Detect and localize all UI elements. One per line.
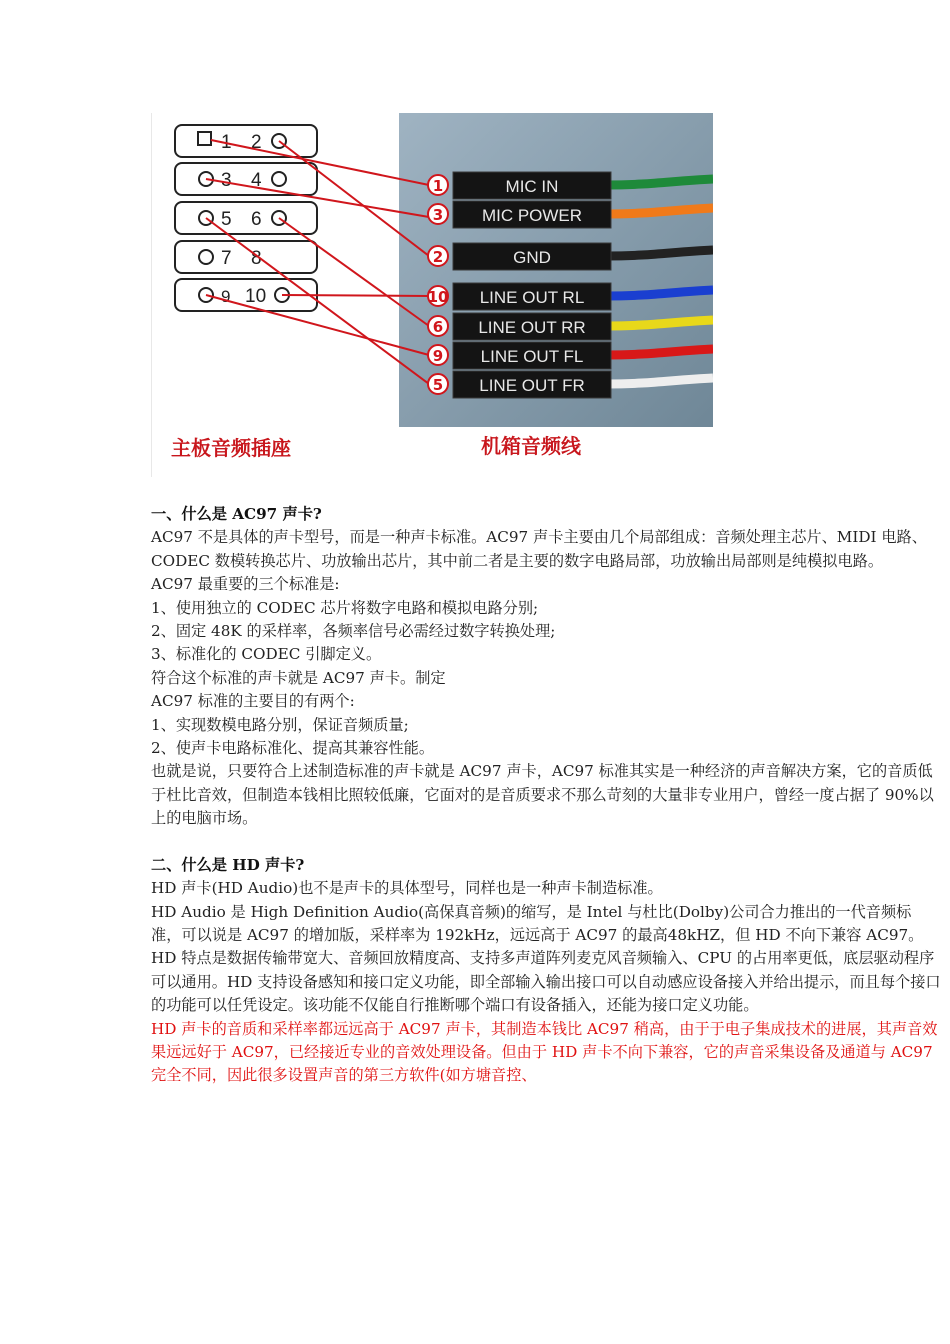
cable-marker-number: 6 [432, 318, 444, 336]
cable-label: LINE OUT FR [479, 376, 585, 395]
pin-label: 9 [221, 287, 231, 306]
cable-marker-number: 1 [432, 177, 444, 195]
list-item: 2、固定 48K 的采样率，各频率信号必需经过数字转换处理; [151, 622, 556, 641]
cable-label: MIC POWER [481, 206, 583, 225]
paragraph: 也就是说，只要符合上述制造标准的声卡就是 AC97 声卡，AC97 标准其实是一种经济的声音解决方案，它的音质低于杜比音效，但制造本钱相比照较低廉，它面对的是音质要求不那么苛刻的大量非专业用户，曾经一度占据了 90%以上的电脑市场。 [151, 762, 934, 828]
pin-label: 6 [251, 209, 262, 230]
article-body [151, 503, 941, 1088]
cable-marker-number: 9 [432, 347, 444, 365]
header-pin-row-1 [175, 125, 317, 157]
list-item: 1、使用独立的 CODEC 芯片将数字电路和模拟电路分别; [151, 598, 539, 617]
section-heading: 一、什么是 AC97 声卡? [151, 505, 322, 523]
figure-caption-left: 主板音频插座 [171, 436, 291, 460]
pin-label: 10 [245, 286, 267, 307]
paragraph: AC97 不是具体的声卡型号，而是一种声卡标准。AC97 声卡主要由几个局部组成：音频处理主芯片、MIDI 电路、CODEC 数模转换芯片、功放输出芯片，其中前二者是主要的数字电路局部，功放输出局部则是纯模拟电路。 [151, 528, 927, 570]
connector-photo [151, 113, 713, 477]
pin-label: 2 [251, 132, 262, 153]
paragraph: AC97 最重要的三个标准是: [151, 575, 340, 594]
pin-label: 5 [221, 209, 232, 230]
pin-label: 7 [221, 248, 232, 269]
paragraph: HD Audio 是 High Definition Audio(高保真音频)的缩写，是 Intel 与杜比(Dolby)公司合力推出的一代音频标准，可以说是 AC97 的增加版，采样率为 192kHz，远远高于 AC97 的最高48kHZ，但 HD 不向下兼容 AC97。HD 特点是数据传输带宽大、音频回放精度高、支持多声道阵列麦克风音频输入、CPU 的占用率更低，底层驱动程序可以通用。HD 支持设备感知和接口定义功能，即全部输入输出接口可以自动感应设备接入并给出提示，而且每个接口的功能可以任凭设定。该功能不仅能自行推断哪个端口有设备插入，还能为接口定义功能。 [151, 902, 941, 1015]
cable-label: LINE OUT FL [480, 347, 584, 366]
list-item: 2、使声卡电路标准化、提高其兼容性能。 [151, 739, 435, 758]
cable-marker-number: 2 [432, 248, 444, 266]
cable-marker-number: 5 [432, 376, 444, 394]
section-heading: 二、什么是 HD 声卡? [151, 855, 305, 874]
paragraph: HD 声卡(HD Audio)也不是声卡的具体型号，同样也是一种声卡制造标准。 [151, 879, 663, 898]
audio-connector-diagram [151, 113, 713, 477]
list-item: 1、实现数模电路分别，保证音频质量; [151, 715, 409, 734]
cable-marker-number: 10 [427, 288, 449, 306]
pin-label: 1 [221, 132, 232, 153]
cable-marker-number: 3 [432, 206, 444, 224]
figure-caption-right: 机箱音频线 [481, 434, 581, 458]
paragraph: 符合这个标准的声卡就是 AC97 声卡。制定 AC97 标准的主要目的有两个: [151, 668, 446, 711]
pin-label: 8 [251, 248, 262, 269]
cable-label: GND [513, 248, 551, 267]
cable-label: LINE OUT RR [478, 318, 586, 337]
cable-label: LINE OUT RL [479, 288, 585, 307]
cable-connectors [453, 172, 611, 398]
header-pin-row-4 [175, 241, 317, 273]
highlighted-paragraph: HD 声卡的音质和采样率都远远高于 AC97 声卡，其制造本钱比 AC97 稍高，由于于电子集成技术的进展，其声音效果远远好于 AC97，已经接近专业的音效处理设备。但由于 HD 声卡不向下兼容，它的声音采集设备及通道与 AC97 完全不同，因此很多设置声音的第三方软件(如方塘音控、 [151, 1019, 938, 1085]
list-item: 3、标准化的 CODEC 引脚定义。 [151, 645, 382, 664]
pin-label: 3 [221, 170, 232, 191]
header-pin-row-2 [175, 163, 317, 195]
pin-label: 4 [251, 170, 262, 191]
cable-label: MIC IN [505, 177, 559, 196]
